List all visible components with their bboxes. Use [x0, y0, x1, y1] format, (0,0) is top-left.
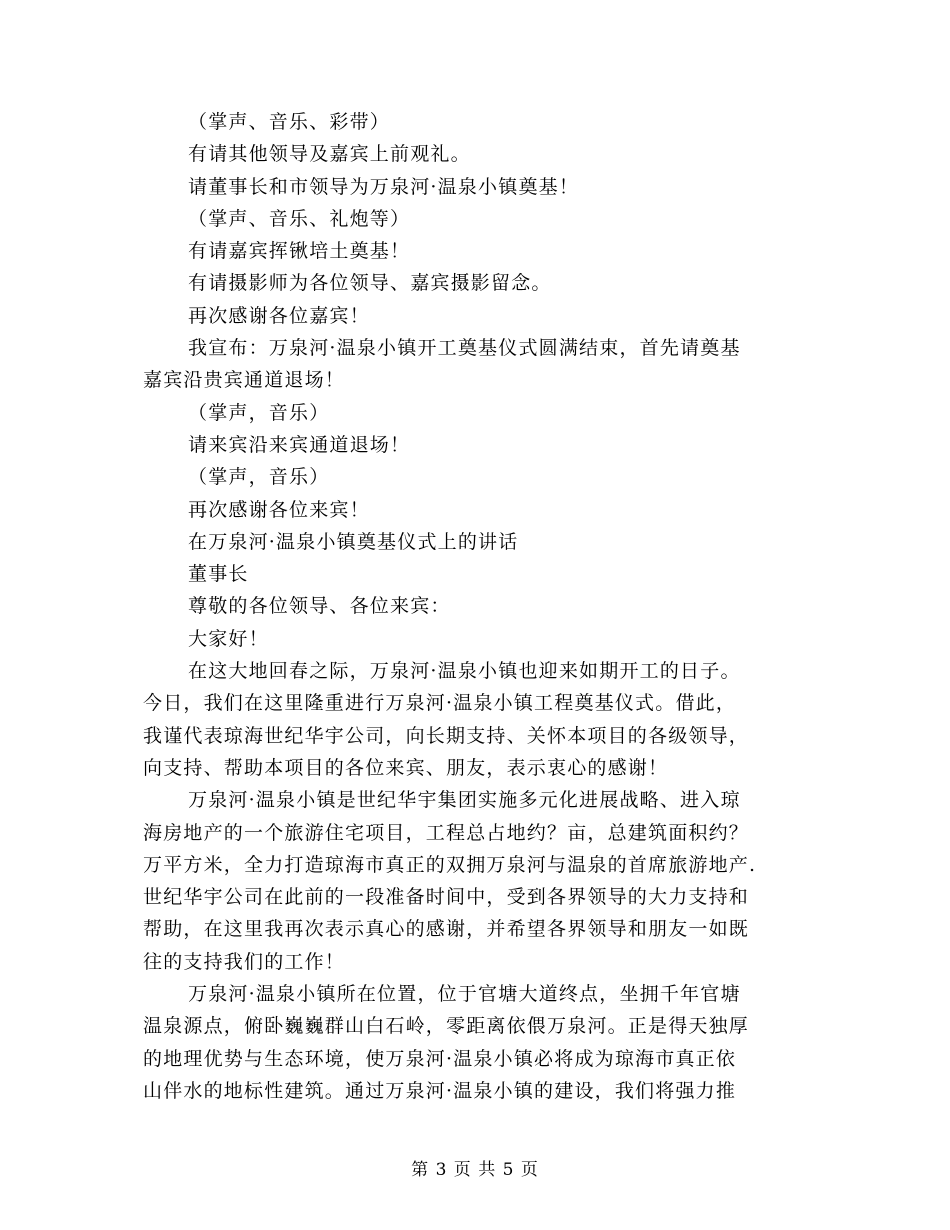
text-line: 请董事长和市领导为万泉河·温泉小镇奠基！ [188, 175, 580, 198]
text-line: 万平方米，全力打造琼海市真正的双拥万泉河与温泉的首席旅游地产. [143, 853, 757, 876]
text-line: 海房地产的一个旅游住宅项目，工程总占地约？亩，总建筑面积约？ [143, 821, 750, 844]
text-line: 山伴水的地标性建筑。通过万泉河·温泉小镇的建设，我们将强力推 [143, 1079, 737, 1102]
text-line: 请来宾沿来宾通道退场！ [188, 433, 411, 456]
text-line: 有请其他领导及嘉宾上前观礼。 [188, 143, 471, 166]
text-line: 万泉河·温泉小镇所在位置，位于官塘大道终点，坐拥千年官塘 [188, 983, 741, 1006]
text-line: 的地理优势与生态环境，使万泉河·温泉小镇必将成为琼海市真正依 [143, 1047, 737, 1070]
document-body [143, 106, 803, 1107]
text-line: 嘉宾沿贵宾通道退场！ [143, 369, 346, 392]
text-line: （掌声，音乐） [188, 401, 330, 424]
text-line: （掌声、音乐、彩带） [188, 111, 391, 133]
text-line: 有请嘉宾挥锹培土奠基！ [188, 240, 411, 263]
text-line: 在这大地回春之际，万泉河·温泉小镇也迎来如期开工的日子。 [188, 660, 741, 683]
page-footer: 第 3 页 共 5 页 [411, 1160, 539, 1180]
text-line: 往的支持我们的工作！ [143, 950, 346, 973]
text-line: 万泉河·温泉小镇是世纪华宇集团实施多元化进展战略、进入琼 [188, 789, 741, 812]
text-line: 再次感谢各位来宾！ [188, 498, 370, 521]
text-line: 帮助，在这里我再次表示真心的感谢，并希望各界领导和朋友一如既 [143, 918, 750, 941]
text-line: 向支持、帮助本项目的各位来宾、朋友，表示衷心的感谢！ [143, 756, 669, 779]
text-line: 我谨代表琼海世纪华宇公司，向长期支持、关怀本项目的各级领导， [143, 724, 750, 747]
text-line: 有请摄影师为各位领导、嘉宾摄影留念。 [188, 272, 552, 295]
text-line: 大家好！ [188, 627, 269, 650]
text-line: 温泉源点，俯卧巍巍群山白石岭，零距离依偎万泉河。正是得天独厚 [143, 1015, 750, 1038]
text-line: 世纪华宇公司在此前的一段准备时间中，受到各界领导的大力支持和 [143, 886, 750, 909]
text-line: （掌声、音乐、礼炮等） [188, 207, 411, 230]
text-line: 尊敬的各位领导、各位来宾： [188, 595, 451, 618]
text-line: 在万泉河·温泉小镇奠基仪式上的讲话 [188, 530, 519, 553]
text-line: 再次感谢各位嘉宾！ [188, 304, 370, 327]
text-line: 我宣布：万泉河·温泉小镇开工奠基仪式圆满结束，首先请奠基 [188, 337, 741, 360]
text-line: 今日，我们在这里隆重进行万泉河·温泉小镇工程奠基仪式。借此， [143, 692, 737, 715]
text-line: 董事长 [188, 563, 249, 586]
text-line: （掌声，音乐） [188, 466, 330, 489]
